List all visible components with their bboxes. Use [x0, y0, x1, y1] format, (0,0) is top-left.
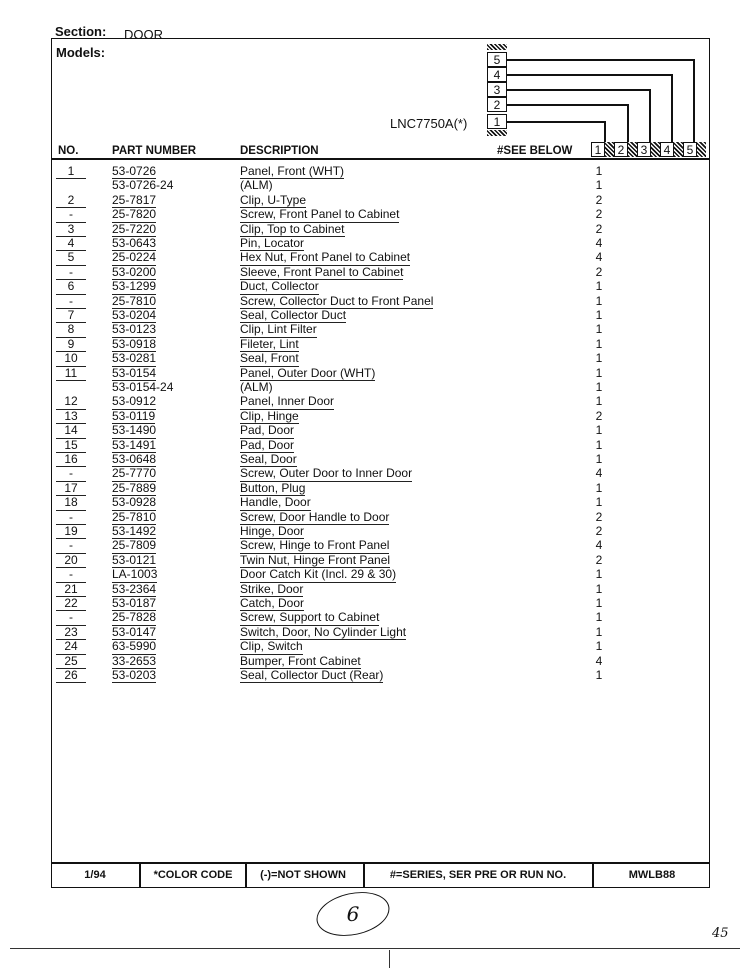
column-hatch	[697, 142, 706, 157]
row-part-number: 53-1491	[112, 437, 157, 452]
table-row	[52, 668, 708, 682]
row-part-number: 53-0912	[112, 394, 157, 409]
column-hatch	[628, 142, 637, 157]
model-box-3: 3	[487, 82, 507, 97]
row-quantity: 2	[595, 552, 603, 567]
row-quantity: 2	[595, 264, 603, 279]
model-box-4: 4	[487, 67, 507, 82]
row-description: Hinge, Door	[240, 524, 305, 538]
row-quantity: 2	[595, 221, 603, 236]
header-see-below: #SEE BELOW	[497, 145, 573, 157]
table-row	[52, 337, 708, 351]
column-box-2: 2	[614, 142, 628, 157]
row-description: Seal, Collector Duct (Rear)	[240, 668, 384, 682]
connector-line	[671, 74, 673, 143]
row-description: Screw, Collector Duct to Front Panel	[240, 293, 434, 308]
row-description: Strike, Door	[240, 581, 304, 596]
row-part-number: 53-0204	[112, 308, 157, 322]
connector-line	[693, 59, 695, 143]
connector-line	[507, 89, 650, 91]
row-description: Clip, Hinge	[240, 408, 299, 423]
row-number: 14	[56, 423, 86, 438]
row-quantity: 1	[595, 293, 603, 308]
table-row	[52, 236, 708, 250]
row-description: Catch, Door	[240, 596, 305, 610]
row-number: -	[56, 466, 86, 481]
row-quantity: 1	[595, 336, 603, 351]
row-description: Clip, Lint Filter	[240, 322, 317, 337]
table-row	[52, 654, 708, 668]
row-number: -	[56, 567, 86, 582]
connector-line	[649, 89, 651, 143]
row-quantity: 1	[595, 437, 603, 452]
row-number: 25	[56, 654, 86, 669]
row-description: Pin, Locator	[240, 236, 305, 250]
row-part-number: 25-7810	[112, 293, 157, 308]
table-row	[52, 625, 708, 639]
row-description: Pad, Door	[240, 423, 295, 438]
row-quantity: 2	[595, 524, 603, 538]
row-part-number: 53-0154	[112, 365, 157, 380]
row-part-number: 63-5990	[112, 639, 157, 654]
row-part-number: 53-1490	[112, 423, 157, 438]
row-description: Clip, Switch	[240, 639, 303, 654]
row-description: Seal, Door	[240, 452, 297, 466]
row-number: 9	[56, 337, 86, 352]
row-quantity: 1	[595, 495, 603, 510]
row-number: 20	[56, 553, 86, 568]
table-row	[52, 294, 708, 308]
row-quantity: 1	[595, 567, 603, 582]
row-quantity: 4	[595, 466, 603, 481]
table-row	[52, 265, 708, 279]
row-description: Screw, Front Panel to Cabinet	[240, 207, 400, 222]
row-description: Fileter, Lint	[240, 336, 299, 351]
bottom-tick	[389, 950, 390, 968]
table-row	[52, 164, 708, 178]
row-description: Handle, Door	[240, 495, 311, 510]
table-row	[52, 351, 708, 365]
table-row	[52, 423, 708, 437]
row-number: 17	[56, 481, 86, 496]
table-row	[52, 538, 708, 552]
row-number: -	[56, 538, 86, 553]
row-part-number: 53-0928	[112, 495, 157, 510]
row-description: Pad, Door	[240, 437, 295, 452]
footer	[51, 863, 710, 887]
table-row	[52, 322, 708, 336]
row-part-number: 53-0203	[112, 668, 157, 682]
table-row	[52, 178, 708, 192]
row-description: Panel, Outer Door (WHT)	[240, 365, 376, 380]
table-row	[52, 582, 708, 596]
row-number: 1	[56, 164, 86, 179]
model-box-5: 5	[487, 52, 507, 67]
row-number: 21	[56, 582, 86, 597]
table-row	[52, 452, 708, 466]
row-quantity: 1	[595, 639, 603, 654]
row-description: Panel, Front (WHT)	[240, 164, 345, 178]
row-number: 12	[56, 394, 86, 409]
row-description: Screw, Outer Door to Inner Door	[240, 466, 413, 481]
row-description: Clip, U-Type	[240, 192, 307, 207]
row-description: (ALM)	[240, 178, 273, 193]
row-quantity: 1	[595, 480, 603, 495]
table-row	[52, 610, 708, 624]
row-description: Hex Nut, Front Panel to Cabinet	[240, 250, 411, 265]
row-quantity: 1	[595, 351, 603, 366]
row-part-number: 53-0643	[112, 236, 157, 250]
row-part-number: 53-1299	[112, 279, 157, 294]
bottom-rule	[10, 948, 740, 949]
row-description: Switch, Door, No Cylinder Light	[240, 624, 407, 639]
connector-line	[507, 104, 628, 106]
row-quantity: 1	[595, 423, 603, 438]
table-row	[52, 222, 708, 236]
row-description: Screw, Support to Cabinet	[240, 610, 380, 625]
row-description: (ALM)	[240, 380, 273, 394]
row-description: Duct, Collector	[240, 279, 319, 294]
row-part-number: 53-0119	[112, 408, 156, 423]
row-part-number: 25-7828	[112, 610, 157, 625]
row-number: 11	[56, 366, 86, 381]
row-quantity: 1	[595, 178, 603, 193]
row-number: -	[56, 510, 86, 525]
row-number: 6	[56, 279, 86, 294]
section-label: Section:	[55, 24, 107, 39]
row-description: Seal, Collector Duct	[240, 308, 347, 322]
model-name: LNC7750A(*)	[390, 116, 468, 131]
row-part-number: 25-7817	[112, 192, 157, 207]
model-box-1: 1	[487, 114, 507, 129]
row-quantity: 1	[595, 365, 603, 380]
row-number: -	[56, 265, 86, 280]
row-part-number: 25-7820	[112, 207, 157, 222]
row-part-number: 53-0918	[112, 336, 157, 351]
table-row	[52, 207, 708, 221]
row-quantity: 1	[595, 610, 603, 625]
row-part-number: 53-0726	[112, 164, 157, 178]
row-description: Seal, Front	[240, 351, 299, 366]
row-number: 4	[56, 236, 86, 251]
column-hatch	[605, 142, 614, 157]
column-box-1: 1	[591, 142, 605, 157]
header-no: NO.	[58, 145, 79, 157]
row-part-number: LA-1003	[112, 567, 158, 582]
row-quantity: 4	[595, 250, 603, 265]
row-quantity: 2	[595, 192, 603, 207]
connector-line	[604, 121, 606, 143]
row-number: 18	[56, 495, 86, 510]
footer-not-shown: (-)=NOT SHOWN	[260, 869, 346, 881]
row-part-number: 33-2653	[112, 653, 157, 668]
row-number: 13	[56, 409, 86, 424]
header-description: DESCRIPTION	[240, 145, 319, 157]
model-box-2: 2	[487, 97, 507, 112]
table-row	[52, 510, 708, 524]
row-quantity: 4	[595, 538, 603, 553]
section-value: DOOR	[124, 27, 163, 42]
row-number: 10	[56, 351, 86, 366]
table-row	[52, 409, 708, 423]
table-row	[52, 193, 708, 207]
table-row	[52, 524, 708, 538]
row-quantity: 1	[595, 624, 603, 639]
row-number: 19	[56, 524, 86, 539]
row-number: -	[56, 294, 86, 309]
row-part-number: 25-7220	[112, 221, 157, 236]
row-part-number: 53-0726-24	[112, 178, 174, 193]
row-quantity: 1	[595, 394, 603, 409]
table-row	[52, 639, 708, 653]
model-box-hatch-top	[487, 44, 507, 50]
table-row	[52, 366, 708, 380]
row-part-number: 53-0147	[112, 624, 157, 639]
row-part-number: 53-0123	[112, 322, 157, 337]
row-part-number: 53-0648	[112, 452, 157, 466]
handwritten-circle	[312, 886, 393, 942]
column-box-5: 5	[683, 142, 697, 157]
row-quantity: 1	[595, 668, 603, 682]
row-quantity: 1	[595, 380, 603, 394]
row-description: Screw, Door Handle to Door	[240, 509, 390, 524]
row-quantity: 1	[595, 581, 603, 596]
row-number: 3	[56, 222, 86, 237]
table-row	[52, 380, 708, 394]
row-number: 2	[56, 193, 86, 208]
row-quantity: 2	[595, 509, 603, 524]
row-description: Bumper, Front Cabinet	[240, 653, 361, 668]
table-row	[52, 553, 708, 567]
column-hatch	[651, 142, 660, 157]
row-quantity: 4	[595, 653, 603, 668]
table-row	[52, 250, 708, 264]
row-part-number: 53-0200	[112, 264, 157, 279]
connector-line	[507, 74, 672, 76]
row-part-number: 53-0187	[112, 596, 157, 610]
table-row	[52, 308, 708, 322]
row-part-number: 25-7770	[112, 466, 157, 481]
row-quantity: 1	[595, 596, 603, 610]
column-hatch	[674, 142, 683, 157]
table-row	[52, 279, 708, 293]
row-part-number: 25-7809	[112, 538, 157, 553]
row-part-number: 53-1492	[112, 524, 157, 538]
footer-series: #=SERIES, SER PRE OR RUN NO.	[389, 869, 567, 881]
row-description: Clip, Top to Cabinet	[240, 221, 345, 236]
row-number: 23	[56, 625, 86, 640]
row-part-number: 25-0224	[112, 250, 157, 265]
footer-date: 1/94	[84, 869, 106, 881]
row-part-number: 25-7810	[112, 509, 157, 524]
row-description: Door Catch Kit (Incl. 29 & 30)	[240, 567, 397, 582]
table-row	[52, 438, 708, 452]
row-number: 8	[56, 322, 86, 337]
row-number: 26	[56, 668, 86, 683]
row-quantity: 1	[595, 452, 603, 466]
row-part-number: 25-7889	[112, 480, 157, 495]
row-number: 15	[56, 438, 86, 453]
row-description: Sleeve, Front Panel to Cabinet	[240, 264, 404, 279]
row-number: -	[56, 207, 86, 222]
row-number: 22	[56, 596, 86, 611]
footer-color-code: *COLOR CODE	[153, 869, 233, 881]
row-part-number: 53-0281	[112, 351, 157, 366]
row-description: Twin Nut, Hinge Front Panel	[240, 552, 391, 567]
column-box-3: 3	[637, 142, 651, 157]
row-quantity: 2	[595, 408, 603, 423]
row-part-number: 53-2364	[112, 581, 157, 596]
row-description: Panel, Inner Door	[240, 394, 335, 409]
column-box-4: 4	[660, 142, 674, 157]
header-rule	[51, 158, 710, 160]
model-box-hatch-bottom	[487, 130, 507, 136]
row-part-number: 53-0154-24	[112, 380, 174, 394]
table-row	[52, 481, 708, 495]
table-row	[52, 466, 708, 480]
row-description: Button, Plug	[240, 480, 306, 495]
row-number: 24	[56, 639, 86, 654]
row-number: -	[56, 610, 86, 625]
models-label: Models:	[56, 45, 106, 60]
table-row	[52, 567, 708, 581]
connector-line	[507, 121, 605, 123]
row-quantity: 4	[595, 236, 603, 250]
row-number: 7	[56, 308, 86, 323]
footer-doc-code: MWLB88	[628, 869, 676, 881]
table-row	[52, 394, 708, 408]
page-number: 45	[712, 926, 729, 941]
row-quantity: 1	[595, 279, 603, 294]
row-part-number: 53-0121	[112, 552, 157, 567]
row-quantity: 1	[595, 164, 603, 178]
row-number: 16	[56, 452, 86, 467]
handwritten-circle-text: 6	[346, 902, 360, 926]
header-part-number: PART NUMBER	[112, 145, 197, 157]
row-quantity: 1	[595, 322, 603, 337]
connector-line	[627, 104, 629, 143]
connector-line	[507, 59, 694, 61]
row-number: 5	[56, 250, 86, 265]
row-description: Screw, Hinge to Front Panel	[240, 538, 390, 553]
table-row	[52, 596, 708, 610]
row-quantity: 1	[595, 308, 603, 322]
table-row	[52, 495, 708, 509]
row-quantity: 2	[595, 207, 603, 222]
